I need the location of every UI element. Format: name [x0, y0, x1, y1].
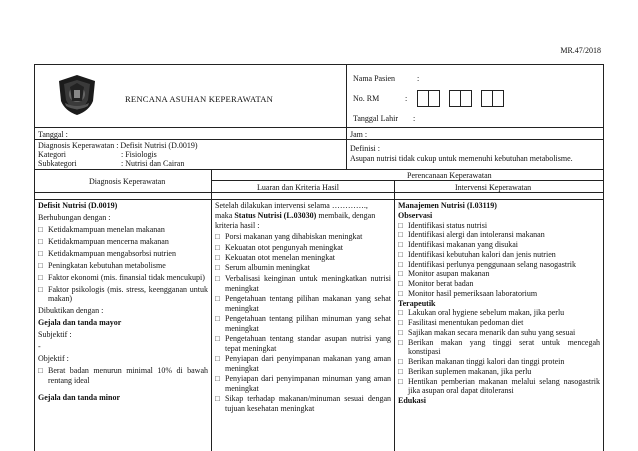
mr-number-label: No. RM: [353, 94, 380, 103]
definition-divider: [346, 139, 347, 169]
checklist-item-text: Peningkatan kebutuhan metabolisme: [48, 260, 166, 270]
checklist-item: [215, 253, 391, 263]
checklist-item-text: Pengetahuan tentang pilihan makanan yang sehat meningkat: [225, 293, 391, 313]
diagnosis-column: [38, 201, 208, 405]
subcategory-label: Subkategori: [38, 159, 77, 168]
checkbox-icon[interactable]: □: [398, 249, 403, 259]
definition-text: Asupan nutrisi tidak cukup untuk memenuhi kebutuhan metabolisme.: [350, 154, 573, 163]
checkbox-icon[interactable]: □: [398, 366, 403, 376]
checklist-item-text: Berikan makan yang tinggi serat untuk mencegah konstipasi: [408, 337, 600, 357]
checklist-item-text: Serum albumin meningkat: [225, 263, 310, 273]
checklist-item-text: Identifikasi alergi dan intoleransi makanan: [408, 230, 545, 240]
row-divider: [35, 199, 603, 200]
checkbox-icon[interactable]: □: [398, 279, 403, 288]
checklist-item-text: Identifikasi makanan yang disukai: [408, 240, 518, 249]
checklist-item: [38, 261, 208, 271]
outcome-column: [215, 201, 391, 414]
subjective-value: -: [38, 342, 41, 352]
intervention-column: [398, 201, 600, 406]
checklist-item-text: Penyiapan dari penyimpanan makanan yang aman meningkat: [225, 354, 391, 373]
checkbox-icon[interactable]: □: [215, 242, 220, 252]
checklist-item: [398, 377, 600, 397]
checkbox-icon[interactable]: □: [215, 394, 220, 404]
diagnosis-header: Diagnosis Keperawatan: [89, 177, 166, 186]
observation-label: Observasi: [398, 210, 433, 220]
checklist-item: [398, 308, 600, 318]
row-divider: [35, 169, 603, 170]
checkbox-icon[interactable]: □: [398, 269, 403, 279]
form-header: [35, 65, 603, 128]
birth-date-colon: :: [413, 114, 416, 123]
checklist-item-text: Identifikasi perlunya penggunaan selang nasogastrik: [408, 259, 576, 269]
planning-divider: [211, 180, 603, 181]
document-title: RENCANA ASUHAN KEPERAWATAN: [125, 94, 274, 104]
outcome-intro-1: Setelah dilakukan intervensi selama ………….,: [215, 201, 368, 210]
checkbox-icon[interactable]: □: [398, 240, 403, 249]
related-label: Berhubungan dengan :: [38, 212, 111, 222]
checkbox-icon[interactable]: □: [38, 284, 43, 294]
category-label: Kategori: [38, 150, 66, 159]
subjective-label: Subjektif :: [38, 330, 72, 340]
checklist-item-text: Berikan suplemen makanan, jika perlu: [408, 366, 532, 376]
checklist-item: [215, 374, 391, 394]
checkbox-icon[interactable]: □: [398, 230, 403, 240]
checkbox-icon[interactable]: □: [215, 232, 220, 242]
document-code: MR.47/2018: [560, 46, 601, 55]
objective-list: [38, 366, 208, 386]
diagnosis-title: Defisit Nutrisi (D.0019): [38, 201, 118, 210]
birth-date-label: Tanggal Lahir: [353, 114, 398, 123]
checklist-item: [398, 269, 600, 279]
checkbox-icon[interactable]: □: [38, 248, 43, 258]
date-divider: [346, 128, 347, 139]
outcome-list: [215, 232, 391, 413]
checklist-item: [398, 279, 600, 289]
related-list: [38, 225, 208, 304]
checklist-item-text: Fasilitasi menentukan pedoman diet: [408, 318, 524, 327]
checkbox-icon[interactable]: □: [398, 308, 403, 318]
checklist-item-text: Identifikasi status nutrisi: [408, 220, 488, 230]
checklist-item: [215, 263, 391, 273]
checkbox-icon[interactable]: □: [398, 376, 403, 386]
checklist-item-text: Ketidakmampuan mencerna makanan: [48, 236, 169, 246]
checklist-item: [38, 225, 208, 235]
category-value: : Fisiologis: [121, 150, 157, 159]
checkbox-icon[interactable]: □: [38, 260, 43, 270]
checklist-item-text: Hentikan pemberian makanan melalui selang nasogastrik jika asupan oral dapat ditoleransi: [408, 376, 600, 396]
checklist-item-text: Berikan makanan tinggi kalori dan tinggi protein: [408, 357, 565, 366]
checkbox-icon[interactable]: □: [398, 337, 403, 347]
checklist-item-text: Sikap terhadap makanan/minuman sesuai dengan tujuan kesehatan meningkat: [225, 394, 391, 414]
subcategory-value: : Nutrisi dan Cairan: [121, 159, 185, 168]
education-label: Edukasi: [398, 396, 427, 405]
checklist-item-text: Verbalisasi keinginan untuk meningkatkan nutrisi meningkat: [225, 273, 391, 293]
checklist-item-text: Pengetahuan tentang standar asupan nutrisi yang tepat meningkat: [225, 334, 391, 353]
checklist-item: [38, 237, 208, 247]
major-label: Gejala dan tanda mayor: [38, 318, 122, 328]
checklist-item-text: Porsi makanan yang dihabiskan meningkat: [225, 232, 363, 242]
row-divider: [35, 192, 603, 193]
checklist-item-text: Faktor ekonomi (mis. finansial tidak mencukupi): [48, 272, 205, 282]
checklist-item: [398, 289, 600, 299]
checklist-item-text: Monitor asupan makanan: [408, 269, 490, 279]
checklist-item: [398, 328, 600, 338]
checkbox-icon[interactable]: □: [398, 318, 403, 327]
checklist-item-text: Kekuatan otot menelan meningkat: [225, 253, 335, 263]
checklist-item-text: Sajikan makan secara menarik dan suhu yang sesuai: [408, 327, 576, 337]
checklist-item: [215, 314, 391, 334]
patient-name-label: Nama Pasien: [353, 74, 395, 83]
observation-list: [398, 221, 600, 299]
minor-label: Gejala dan tanda minor: [38, 393, 121, 403]
checklist-item: [215, 243, 391, 253]
checklist-item-text: Monitor berat badan: [408, 279, 474, 288]
checkbox-icon[interactable]: □: [398, 259, 403, 269]
checklist-item: [398, 221, 600, 231]
checkbox-icon[interactable]: □: [38, 365, 43, 375]
diagnosis-line: Diagnosis Keperawatan : Defisit Nutrisi (D.0019): [38, 141, 198, 150]
checklist-item-text: Identifikasi kebutuhan kalori dan jenis nutrien: [408, 249, 556, 259]
date-label: Tanggal :: [38, 130, 68, 139]
checkbox-icon[interactable]: □: [398, 220, 403, 230]
column-divider: [211, 169, 212, 451]
intervention-header: Intervensi Keperawatan: [455, 183, 532, 192]
checklist-item-text: Lakukan oral hygiene sebelum makan, jika perlu: [408, 308, 565, 318]
checklist-item: [215, 354, 391, 374]
checkbox-icon[interactable]: □: [215, 354, 220, 364]
checklist-item: [215, 232, 391, 242]
checklist-item-text: Penyiapan dari penyimpanan minuman yang aman meningkat: [225, 374, 391, 394]
checkbox-icon[interactable]: □: [215, 314, 220, 323]
checklist-item-text: Ketidakmampuan menelan makanan: [48, 224, 165, 234]
patient-info: [347, 65, 603, 128]
planning-header: Perencanaan Keperawatan: [407, 171, 492, 180]
mr-digit-box[interactable]: [492, 90, 504, 107]
checklist-item: [398, 230, 600, 240]
intervention-title: Manajemen Nutrisi (I.03119): [398, 201, 497, 210]
checklist-item: [215, 394, 391, 414]
checklist-item: [215, 274, 391, 294]
police-shield-logo: [55, 73, 99, 117]
care-plan-form: [34, 64, 604, 451]
row-divider: [35, 139, 603, 140]
checkbox-icon[interactable]: □: [38, 236, 43, 246]
checklist-item: [398, 367, 600, 377]
hour-label: Jam :: [350, 130, 368, 139]
checklist-item-text: Faktor psikologis (mis. stress, keengganan untuk makan): [48, 284, 208, 304]
checkbox-icon[interactable]: □: [215, 293, 220, 303]
objective-label: Objektif :: [38, 354, 69, 363]
mr-number-colon: :: [405, 94, 408, 103]
checklist-item: [398, 357, 600, 367]
therapeutic-list: [398, 308, 600, 396]
evidenced-label: Dibuktikan dengan :: [38, 306, 104, 316]
checkbox-icon[interactable]: □: [38, 272, 43, 282]
checklist-item: [38, 285, 208, 305]
checkbox-icon[interactable]: □: [398, 357, 403, 366]
checklist-item: [398, 240, 600, 250]
checkbox-icon[interactable]: □: [215, 374, 220, 384]
outcome-intro-2: maka Status Nutrisi (L.03030) membaik, dengan: [215, 210, 376, 220]
checkbox-icon[interactable]: □: [215, 253, 220, 263]
checklist-item: [398, 260, 600, 270]
checklist-item: [398, 338, 600, 358]
mr-number-boxes[interactable]: [417, 90, 503, 107]
outcome-header: Luaran dan Kriteria Hasil: [257, 183, 339, 192]
checklist-item-text: Monitor hasil pemeriksaan laboratorium: [408, 288, 538, 298]
status-nutrition-code: Status Nutrisi (L.03030): [234, 210, 317, 220]
therapeutic-label: Terapeutik: [398, 298, 436, 308]
checklist-item: [38, 366, 208, 386]
checkbox-icon[interactable]: □: [38, 224, 43, 234]
column-divider: [394, 180, 395, 451]
checkbox-icon[interactable]: □: [215, 263, 220, 273]
patient-name-colon: :: [417, 74, 420, 83]
checkbox-icon[interactable]: □: [398, 288, 403, 298]
checklist-item: [38, 273, 208, 283]
checklist-item-text: Kekuatan otot pengunyah meningkat: [225, 242, 343, 252]
outcome-intro-3: kriteria hasil :: [215, 220, 260, 230]
definition-label: Definisi :: [350, 144, 380, 153]
checklist-item-text: Berat badan menurun minimal 10% di bawah rentang ideal: [48, 365, 208, 385]
checklist-item: [398, 318, 600, 328]
checklist-item: [215, 334, 391, 354]
checkbox-icon[interactable]: □: [215, 334, 220, 344]
checklist-item: [38, 249, 208, 259]
checklist-item: [398, 250, 600, 260]
checklist-item-text: Pengetahuan tentang pilihan minuman yang sehat meningkat: [225, 314, 391, 333]
checklist-item: [215, 294, 391, 314]
checkbox-icon[interactable]: □: [215, 273, 220, 283]
checklist-item-text: Ketidakmampuan mengabsorbsi nutrien: [48, 248, 176, 258]
checkbox-icon[interactable]: □: [398, 327, 403, 337]
